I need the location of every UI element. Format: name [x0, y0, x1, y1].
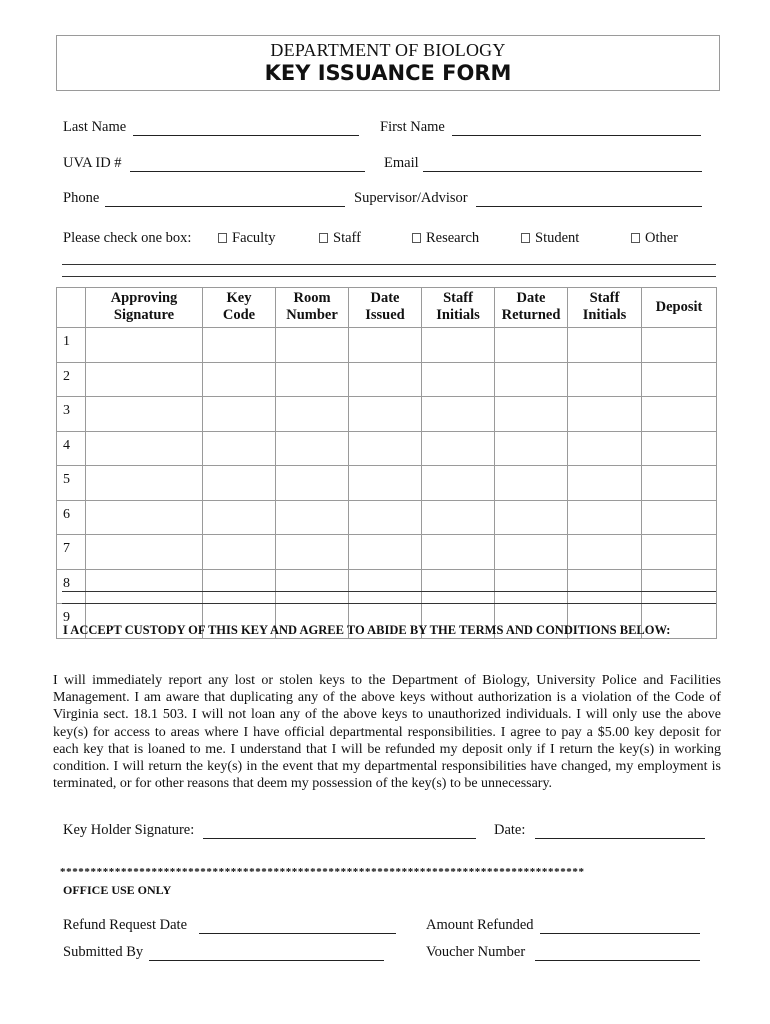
header-line: Code — [222, 307, 256, 323]
table-cell[interactable] — [642, 397, 717, 432]
col-header-staff-initials-2 — [568, 288, 642, 328]
checkbox-label: Student — [535, 230, 580, 246]
table-cell[interactable] — [568, 466, 642, 501]
table-cell[interactable] — [642, 362, 717, 397]
header-line: Approving — [110, 290, 178, 306]
row-number: 2 — [57, 362, 86, 397]
row-number: 6 — [57, 500, 86, 535]
checkbox-label: Research — [426, 230, 480, 246]
checkbox-icon — [319, 233, 328, 243]
last-name-field[interactable] — [133, 135, 359, 136]
voucher-number-label: Voucher Number — [426, 944, 526, 960]
table-cell[interactable] — [495, 535, 568, 570]
table-cell[interactable] — [276, 362, 349, 397]
row-number: 4 — [57, 431, 86, 466]
header-line: Key — [226, 290, 252, 306]
form-title: KEY ISSUANCE FORM — [264, 61, 512, 85]
table-row — [57, 500, 717, 535]
table-cell[interactable] — [86, 431, 203, 466]
row-number: 1 — [57, 328, 86, 363]
table-cell[interactable] — [495, 466, 568, 501]
divider — [62, 603, 716, 604]
table-cell[interactable] — [422, 328, 495, 363]
table-row — [57, 397, 717, 432]
table-cell[interactable] — [495, 500, 568, 535]
header-line: Initials — [582, 307, 627, 323]
phone-field[interactable] — [105, 206, 345, 207]
submitted-by-label: Submitted By — [63, 944, 144, 960]
table-cell[interactable] — [642, 500, 717, 535]
col-header-date-returned — [495, 288, 568, 328]
key-holder-signature-field[interactable] — [203, 838, 476, 839]
table-cell[interactable] — [86, 500, 203, 535]
email-label: Email — [384, 155, 419, 171]
table-cell[interactable] — [203, 328, 276, 363]
email-field[interactable] — [423, 171, 702, 172]
table-cell[interactable] — [203, 500, 276, 535]
table-cell[interactable] — [422, 397, 495, 432]
uva-id-label: UVA ID # — [63, 155, 122, 171]
first-name-field[interactable] — [452, 135, 701, 136]
signature-date-field[interactable] — [535, 838, 705, 839]
checkbox-label: Faculty — [232, 230, 276, 246]
table-row — [57, 535, 717, 570]
table-cell[interactable] — [349, 397, 422, 432]
row-number: 5 — [57, 466, 86, 501]
table-cell[interactable] — [495, 397, 568, 432]
checkbox-icon — [521, 233, 530, 243]
table-cell[interactable] — [568, 569, 642, 604]
table-cell[interactable] — [568, 500, 642, 535]
table-cell[interactable] — [642, 431, 717, 466]
table-cell[interactable] — [203, 397, 276, 432]
table-cell[interactable] — [86, 466, 203, 501]
amount-refunded-field[interactable] — [540, 933, 700, 934]
table-cell[interactable] — [422, 500, 495, 535]
table-row — [57, 569, 717, 604]
table-cell[interactable] — [86, 397, 203, 432]
col-header-room-number — [276, 288, 349, 328]
check-prompt: Please check one box: — [63, 230, 192, 246]
department-name: DEPARTMENT OF BIOLOGY — [270, 40, 506, 60]
table-cell[interactable] — [495, 431, 568, 466]
table-cell[interactable] — [568, 328, 642, 363]
header-line: Initials — [436, 307, 480, 323]
header-line: Issued — [365, 307, 405, 323]
refund-request-date-field[interactable] — [199, 933, 396, 934]
supervisor-label: Supervisor/Advisor — [354, 190, 468, 206]
col-header-date-issued — [349, 288, 422, 328]
checkbox-icon — [412, 233, 421, 243]
table-cell[interactable] — [276, 500, 349, 535]
table-cell[interactable] — [203, 569, 276, 604]
table-row — [57, 431, 717, 466]
table-header-row — [57, 288, 717, 328]
table-cell[interactable] — [349, 328, 422, 363]
checkbox-other[interactable] — [631, 230, 678, 247]
header-line: Staff — [443, 290, 473, 306]
terms-heading: I ACCEPT CUSTODY OF THIS KEY AND AGREE TO ABIDE BY THE TERMS AND CONDITIONS BELOW: — [63, 623, 671, 637]
checkbox-staff[interactable] — [319, 230, 361, 247]
table-cell[interactable] — [349, 362, 422, 397]
table-cell[interactable] — [568, 397, 642, 432]
table-cell[interactable] — [86, 362, 203, 397]
header-line: Signature — [113, 307, 175, 323]
key-table — [56, 287, 717, 639]
header-line: Date — [516, 290, 546, 306]
checkbox-label: Other — [645, 230, 679, 246]
row-number: 7 — [57, 535, 86, 570]
table-cell[interactable] — [349, 466, 422, 501]
col-header-approving-signature — [86, 288, 203, 328]
table-cell[interactable] — [495, 328, 568, 363]
table-cell[interactable] — [642, 535, 717, 570]
checkbox-label: Staff — [333, 230, 361, 246]
last-name-label: Last Name — [63, 119, 127, 135]
checkbox-research[interactable] — [412, 230, 479, 247]
table-cell[interactable] — [203, 431, 276, 466]
table-cell[interactable] — [495, 569, 568, 604]
phone-label: Phone — [63, 190, 100, 206]
table-cell[interactable] — [86, 535, 203, 570]
table-cell[interactable] — [276, 569, 349, 604]
checkbox-icon — [218, 233, 227, 243]
table-cell[interactable] — [422, 466, 495, 501]
header-line: Returned — [501, 307, 561, 323]
col-header-staff-initials — [422, 288, 495, 328]
divider — [62, 276, 716, 277]
table-cell[interactable] — [349, 500, 422, 535]
col-header-number — [57, 288, 86, 328]
table-cell[interactable] — [276, 431, 349, 466]
table-cell[interactable] — [276, 397, 349, 432]
table-cell[interactable] — [349, 535, 422, 570]
table-cell[interactable] — [642, 569, 717, 604]
checkbox-icon — [631, 233, 640, 243]
signature-date-label: Date: — [494, 822, 526, 838]
table-cell[interactable] — [422, 535, 495, 570]
table-cell[interactable] — [276, 466, 349, 501]
header-line: Deposit — [655, 299, 703, 315]
table-cell[interactable] — [349, 431, 422, 466]
table-cell[interactable] — [642, 466, 717, 501]
table-cell[interactable] — [86, 328, 203, 363]
table-cell[interactable] — [349, 569, 422, 604]
row-number: 3 — [57, 397, 86, 432]
header-line: Room — [293, 290, 331, 306]
amount-refunded-label: Amount Refunded — [426, 917, 534, 933]
star-divider: ************************************************************************************** — [60, 866, 585, 878]
table-cell[interactable] — [276, 535, 349, 570]
divider — [62, 591, 716, 592]
table-cell[interactable] — [568, 535, 642, 570]
table-row — [57, 466, 717, 501]
table-cell[interactable] — [86, 569, 203, 604]
divider — [62, 264, 716, 265]
table-row — [57, 362, 717, 397]
checkbox-student[interactable] — [521, 230, 579, 247]
table-cell[interactable] — [203, 466, 276, 501]
table-cell[interactable] — [642, 328, 717, 363]
supervisor-field[interactable] — [476, 206, 702, 207]
table-cell[interactable] — [276, 328, 349, 363]
checkbox-faculty[interactable] — [218, 230, 276, 247]
table-cell[interactable] — [495, 362, 568, 397]
table-row — [57, 328, 717, 363]
uva-id-field[interactable] — [130, 171, 365, 172]
col-header-key-code — [203, 288, 276, 328]
table-cell[interactable] — [568, 362, 642, 397]
voucher-number-field[interactable] — [535, 960, 700, 961]
first-name-label: First Name — [380, 119, 445, 135]
header-line: Staff — [589, 290, 620, 306]
key-holder-signature-label: Key Holder Signature: — [63, 822, 195, 838]
terms-body: I will immediately report any lost or stolen keys to the Department of Biology, University Police and Facilities Management. I am aware that duplicating any of the above keys without authorization is a violation of the Code of Virginia sect. 18.1 503. I will not loan any of the above keys to unauthorized individuals. I will only use the above key(s) for access to areas where I have official departmental responsibilities. I agree to pay a $5.00 key deposit for each key that is loaned to me. I understand that I will be refunded my deposit only if I return the key(s) in working condition. I will return the key(s) in the event that my departmental responsibilities have changed, my employment is terminated, or for other reasons that deem my possession of the key(s) to be unnecessary. — [53, 673, 721, 792]
title-box — [56, 35, 720, 91]
table-cell[interactable] — [203, 535, 276, 570]
col-header-deposit — [642, 288, 717, 328]
table-cell[interactable] — [203, 362, 276, 397]
office-use-heading: OFFICE USE ONLY — [63, 883, 172, 897]
row-number: 9 — [57, 604, 86, 639]
row-number: 8 — [57, 569, 86, 604]
table-cell[interactable] — [422, 431, 495, 466]
submitted-by-field[interactable] — [149, 960, 384, 961]
table-cell[interactable] — [568, 431, 642, 466]
refund-request-date-label: Refund Request Date — [63, 917, 188, 933]
table-cell[interactable] — [422, 362, 495, 397]
header-line: Date — [370, 290, 400, 306]
table-cell[interactable] — [422, 569, 495, 604]
header-line: Number — [286, 307, 338, 323]
